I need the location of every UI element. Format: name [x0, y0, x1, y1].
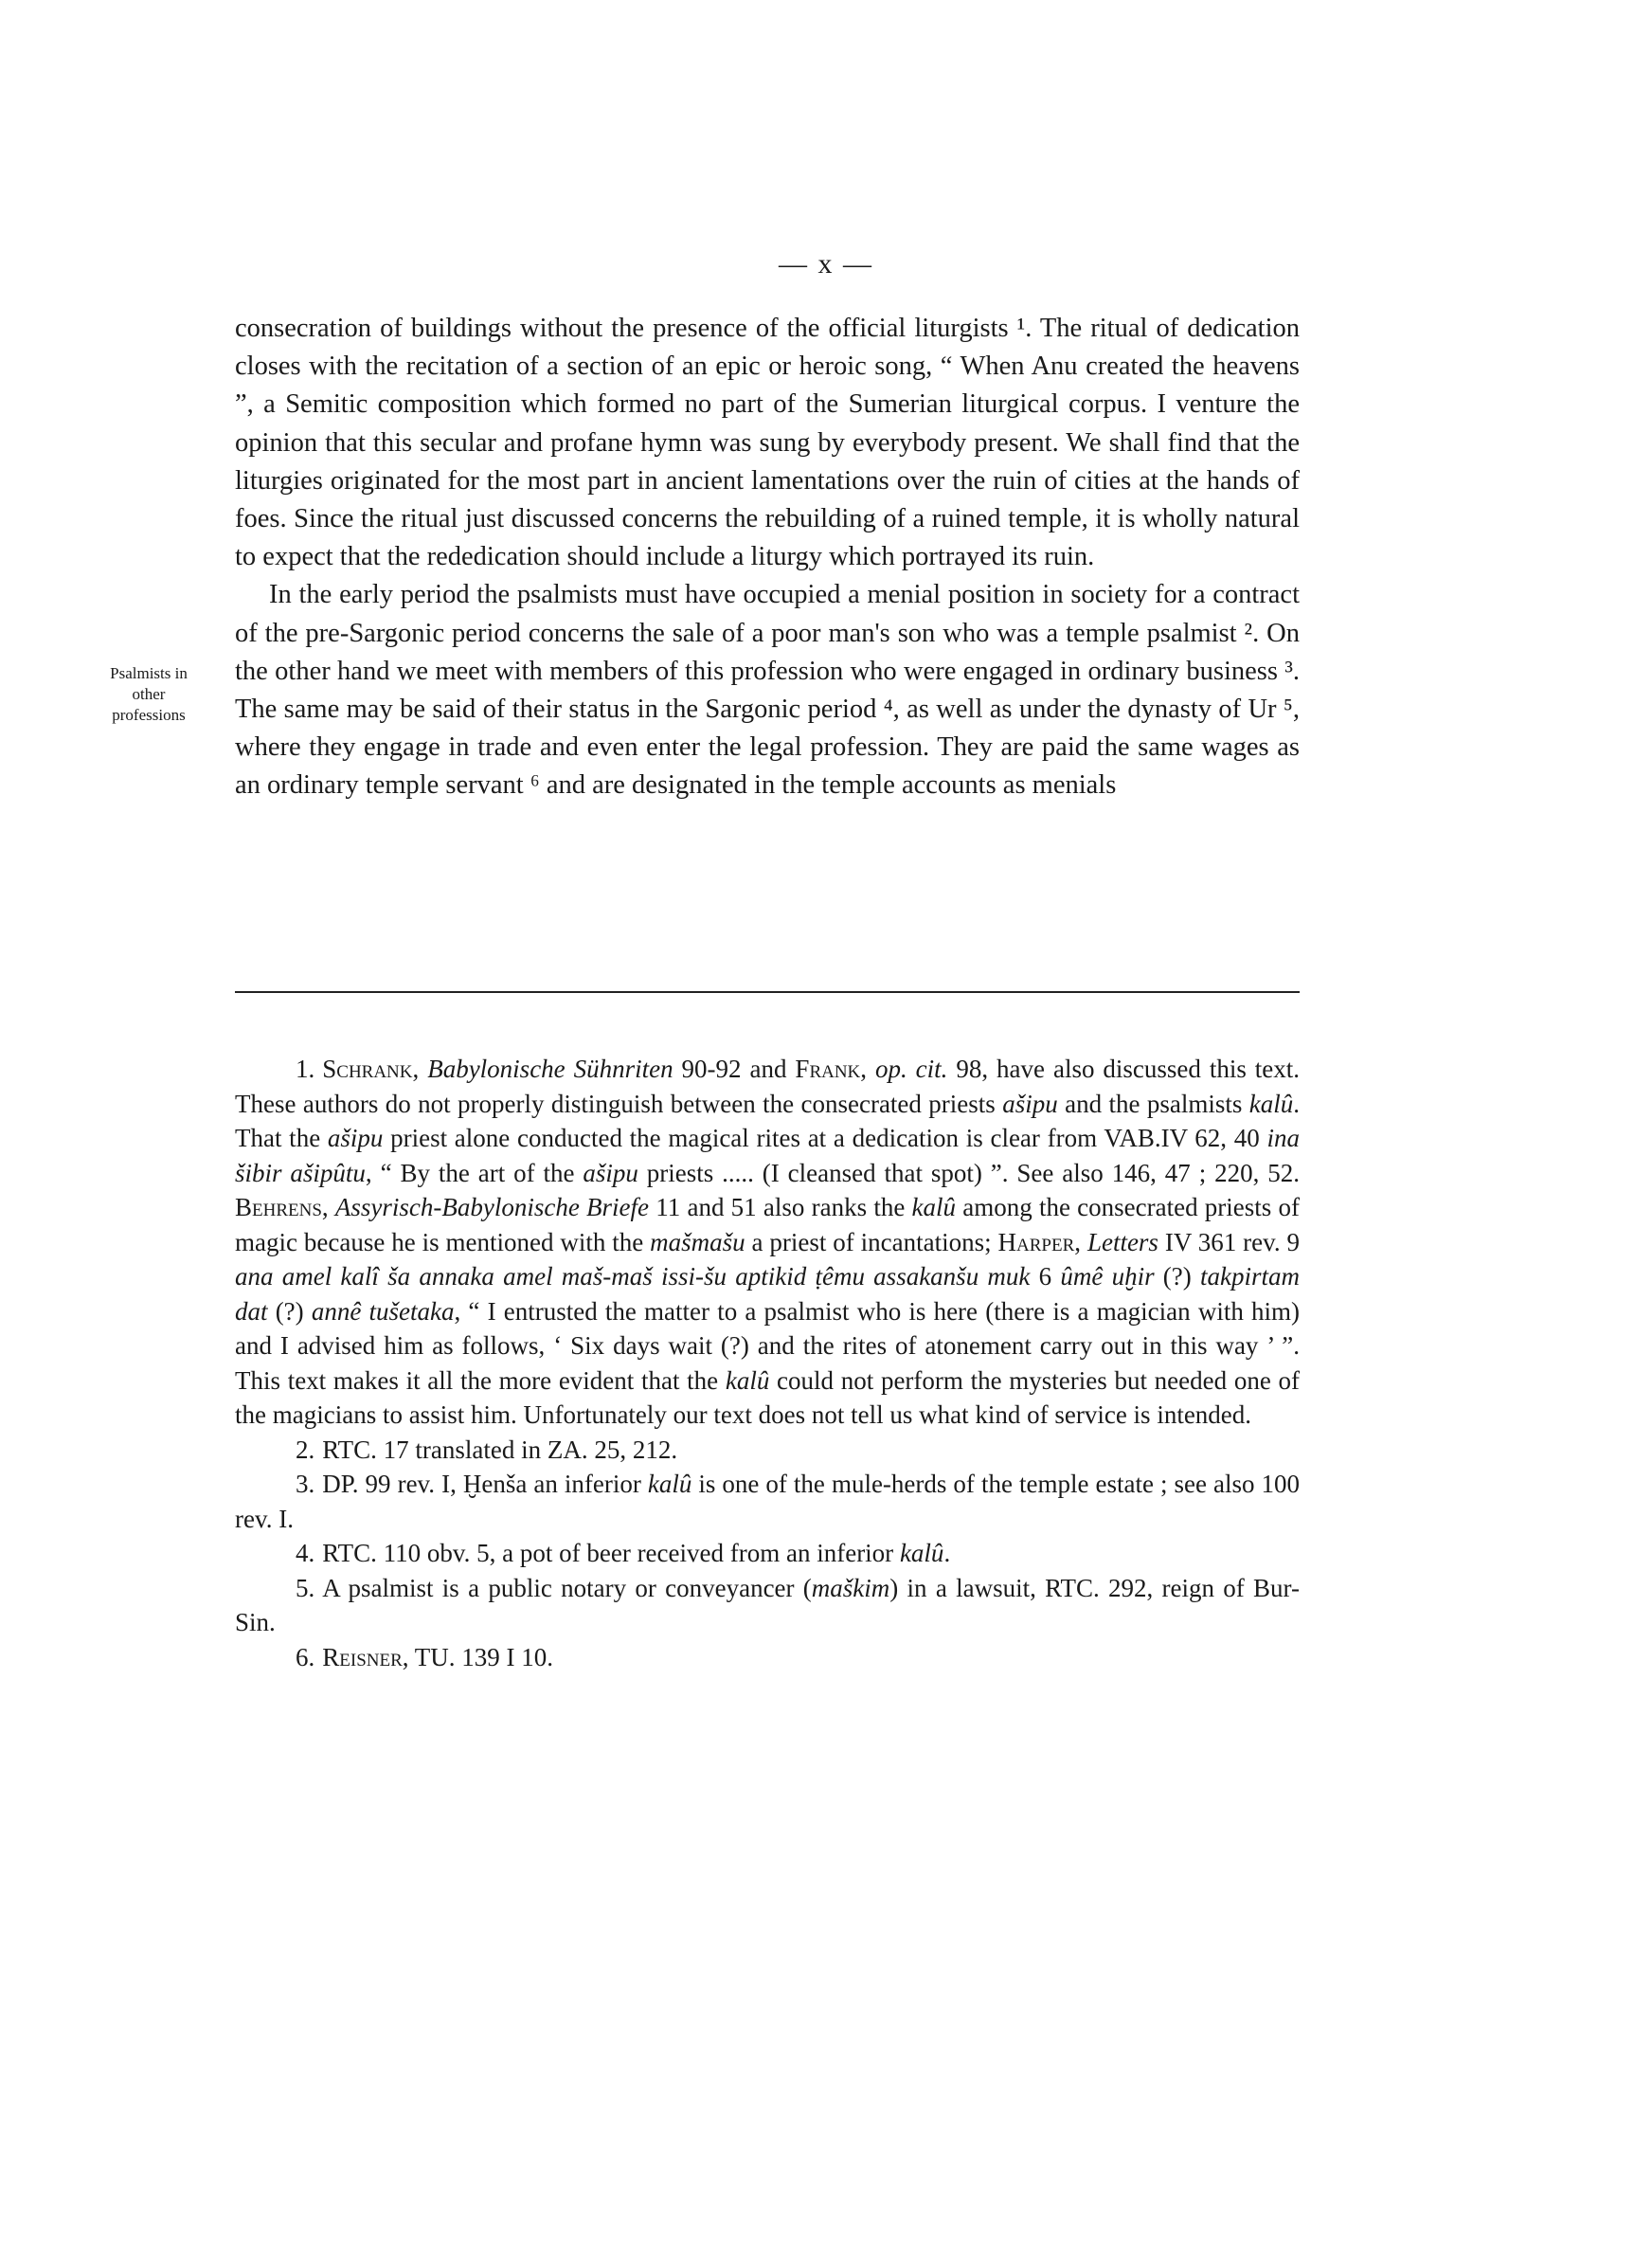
footnote-text: priests ..... (I cleansed that spot) ”. See also 146, 47 ; 220, 52.	[637, 1158, 1300, 1187]
footnote-4	[235, 1536, 1300, 1571]
footnote-text: A psalmist is a public notary or conveyancer (	[322, 1573, 812, 1602]
footnote-number: 6.	[296, 1642, 315, 1671]
footnote-text: priest alone conducted the magical rites at a dedication is clear from VAB.IV 62, 40	[383, 1124, 1267, 1152]
margin-note-line: professions	[112, 706, 186, 724]
footnote-text: , “ I entrusted the matter to a psalmist who is here (there is a magician with him) and I advised him as follows, ‘ Six days wait (?) and the rites of atonement carry out in this way ’ ”. This text makes it all the more evident that the	[235, 1296, 1300, 1395]
margin-note	[78, 663, 220, 726]
footnote-text: DP. 99 rev. I, Ḫenša an inferior	[322, 1470, 648, 1498]
author-name: Schrank,	[322, 1055, 420, 1083]
footnote-number: 1.	[296, 1055, 315, 1083]
footnote-rule	[235, 991, 1300, 993]
footnote-text: 11 and 51 also ranks the	[649, 1193, 912, 1221]
footnote-6	[235, 1640, 1300, 1675]
footnote-text: IV 361 rev. 9	[1158, 1227, 1300, 1256]
page-number: — x —	[779, 248, 873, 280]
book-title: Letters	[1086, 1227, 1158, 1256]
footnote-number: 3.	[296, 1470, 315, 1498]
author-name: Reisner,	[322, 1642, 409, 1671]
term: kalû	[725, 1365, 770, 1395]
footnote-text	[867, 1055, 875, 1083]
footnote-text: . That the	[235, 1089, 1300, 1152]
akkadian-quote: takpirtam dat	[235, 1262, 1300, 1326]
footnote-text: 6	[1030, 1262, 1061, 1291]
footnote-5	[235, 1571, 1300, 1640]
footnote-number: 4.	[296, 1539, 315, 1567]
term: kalû	[647, 1470, 692, 1498]
book-title: Babylonische Sühnriten	[427, 1055, 673, 1083]
footnote-text: TU. 139 I 10.	[408, 1642, 554, 1671]
footnote-number: 2.	[296, 1435, 315, 1464]
footnote-text: 98, have also discussed this text. These authors do not properly distinguish between the consecrated priests	[235, 1055, 1301, 1118]
footnote-3	[235, 1467, 1300, 1536]
footnote-2	[235, 1433, 1300, 1468]
term: kalû	[899, 1539, 944, 1567]
footnote-text: , “ By the art of the	[365, 1158, 584, 1187]
footnote-text: is one of the mule-herds of the temple estate ; see also 100 rev. I.	[235, 1470, 1300, 1533]
term: ašipu	[327, 1124, 384, 1152]
term: kalû	[911, 1193, 957, 1221]
term: maškim	[811, 1573, 890, 1602]
akkadian-quote: ana amel kalî ša annaka amel maš-maš issi-šu aptikid ṭêmu assakanšu muk	[235, 1262, 1031, 1291]
footnote-1	[235, 1052, 1300, 1433]
term: ašipu	[583, 1158, 638, 1187]
term: mašmašu	[650, 1227, 745, 1256]
footnote-text: RTC. 17 translated in ZA. 25, 212.	[322, 1435, 678, 1464]
akkadian-quote: ina šibir ašipûtu	[235, 1124, 1300, 1187]
paragraph: In the early period the psalmists must have occupied a menial position in society for a contract of the pre-Sargonic period concerns the sale of a poor man's son who was a temple psalmist ². On the other hand we meet with members of this profession who were engaged in ordinary business ³. The same may be said of their status in the Sargonic period ⁴, as well as under the dynasty of Ur ⁵, where they engage in trade and even enter the legal profession. They are paid the same wages as an ordinary temple servant ⁶ and are designated in the temple accounts as menials	[235, 580, 1300, 801]
footnote-text	[329, 1193, 335, 1221]
footnote-text: could not perform the mysteries but needed one of the magicians to assist him. Unfortunately our text does not tell us what kind of service is intended.	[235, 1365, 1300, 1429]
author-name: Frank,	[795, 1055, 868, 1083]
footnote-text: 90-92 and	[673, 1055, 796, 1083]
footnote-text: RTC. 110 obv. 5, a pot of beer received from an inferior	[322, 1539, 900, 1567]
footnotes	[235, 1052, 1300, 1674]
akkadian-quote: annê tušetaka	[311, 1296, 455, 1326]
footnote-number: 5.	[296, 1573, 315, 1602]
footnote-text: among the consecrated priests of magic because he is mentioned with the	[235, 1193, 1301, 1256]
author-name: Behrens,	[235, 1193, 329, 1221]
main-text	[235, 310, 1300, 805]
term: kalû	[1248, 1089, 1294, 1118]
footnote-text: ) in a lawsuit, RTC. 292, reign of Bur-Sin.	[235, 1573, 1300, 1636]
citation: op. cit.	[874, 1055, 948, 1083]
footnote-text: (?)	[267, 1296, 312, 1326]
book-title: Assyrisch-Babylonische Briefe	[334, 1193, 650, 1221]
margin-note-line: Psalmists in	[110, 664, 188, 682]
footnote-text: a priest of incantations;	[745, 1227, 998, 1256]
term: ašipu	[1002, 1089, 1058, 1118]
margin-note-line: other	[132, 685, 166, 703]
akkadian-quote: ûmê uḫir	[1060, 1262, 1155, 1291]
paragraph: consecration of buildings without the presence of the official liturgists ¹. The ritual of dedication closes with the recitation of a section of an epic or heroic song, “ When Anu created the heavens ”, a Semitic composition which formed no part of the Sumerian liturgical corpus. I venture the opinion that this secular and profane hymn was sung by everybody present. We shall find that the liturgies originated for the most part in ancient lamentations over the ruin of cities at the hands of foes. Since the ritual just discussed concerns the rebuilding of a ruined temple, it is wholly natural to expect that the rededication should include a liturgy which portrayed its ruin.	[235, 314, 1300, 572]
footnote-text: (?)	[1154, 1262, 1200, 1291]
footnote-text: and the psalmists	[1057, 1089, 1249, 1118]
footnote-text: .	[943, 1539, 951, 1567]
author-name: Harper,	[997, 1227, 1082, 1256]
footnote-text	[1081, 1228, 1087, 1256]
